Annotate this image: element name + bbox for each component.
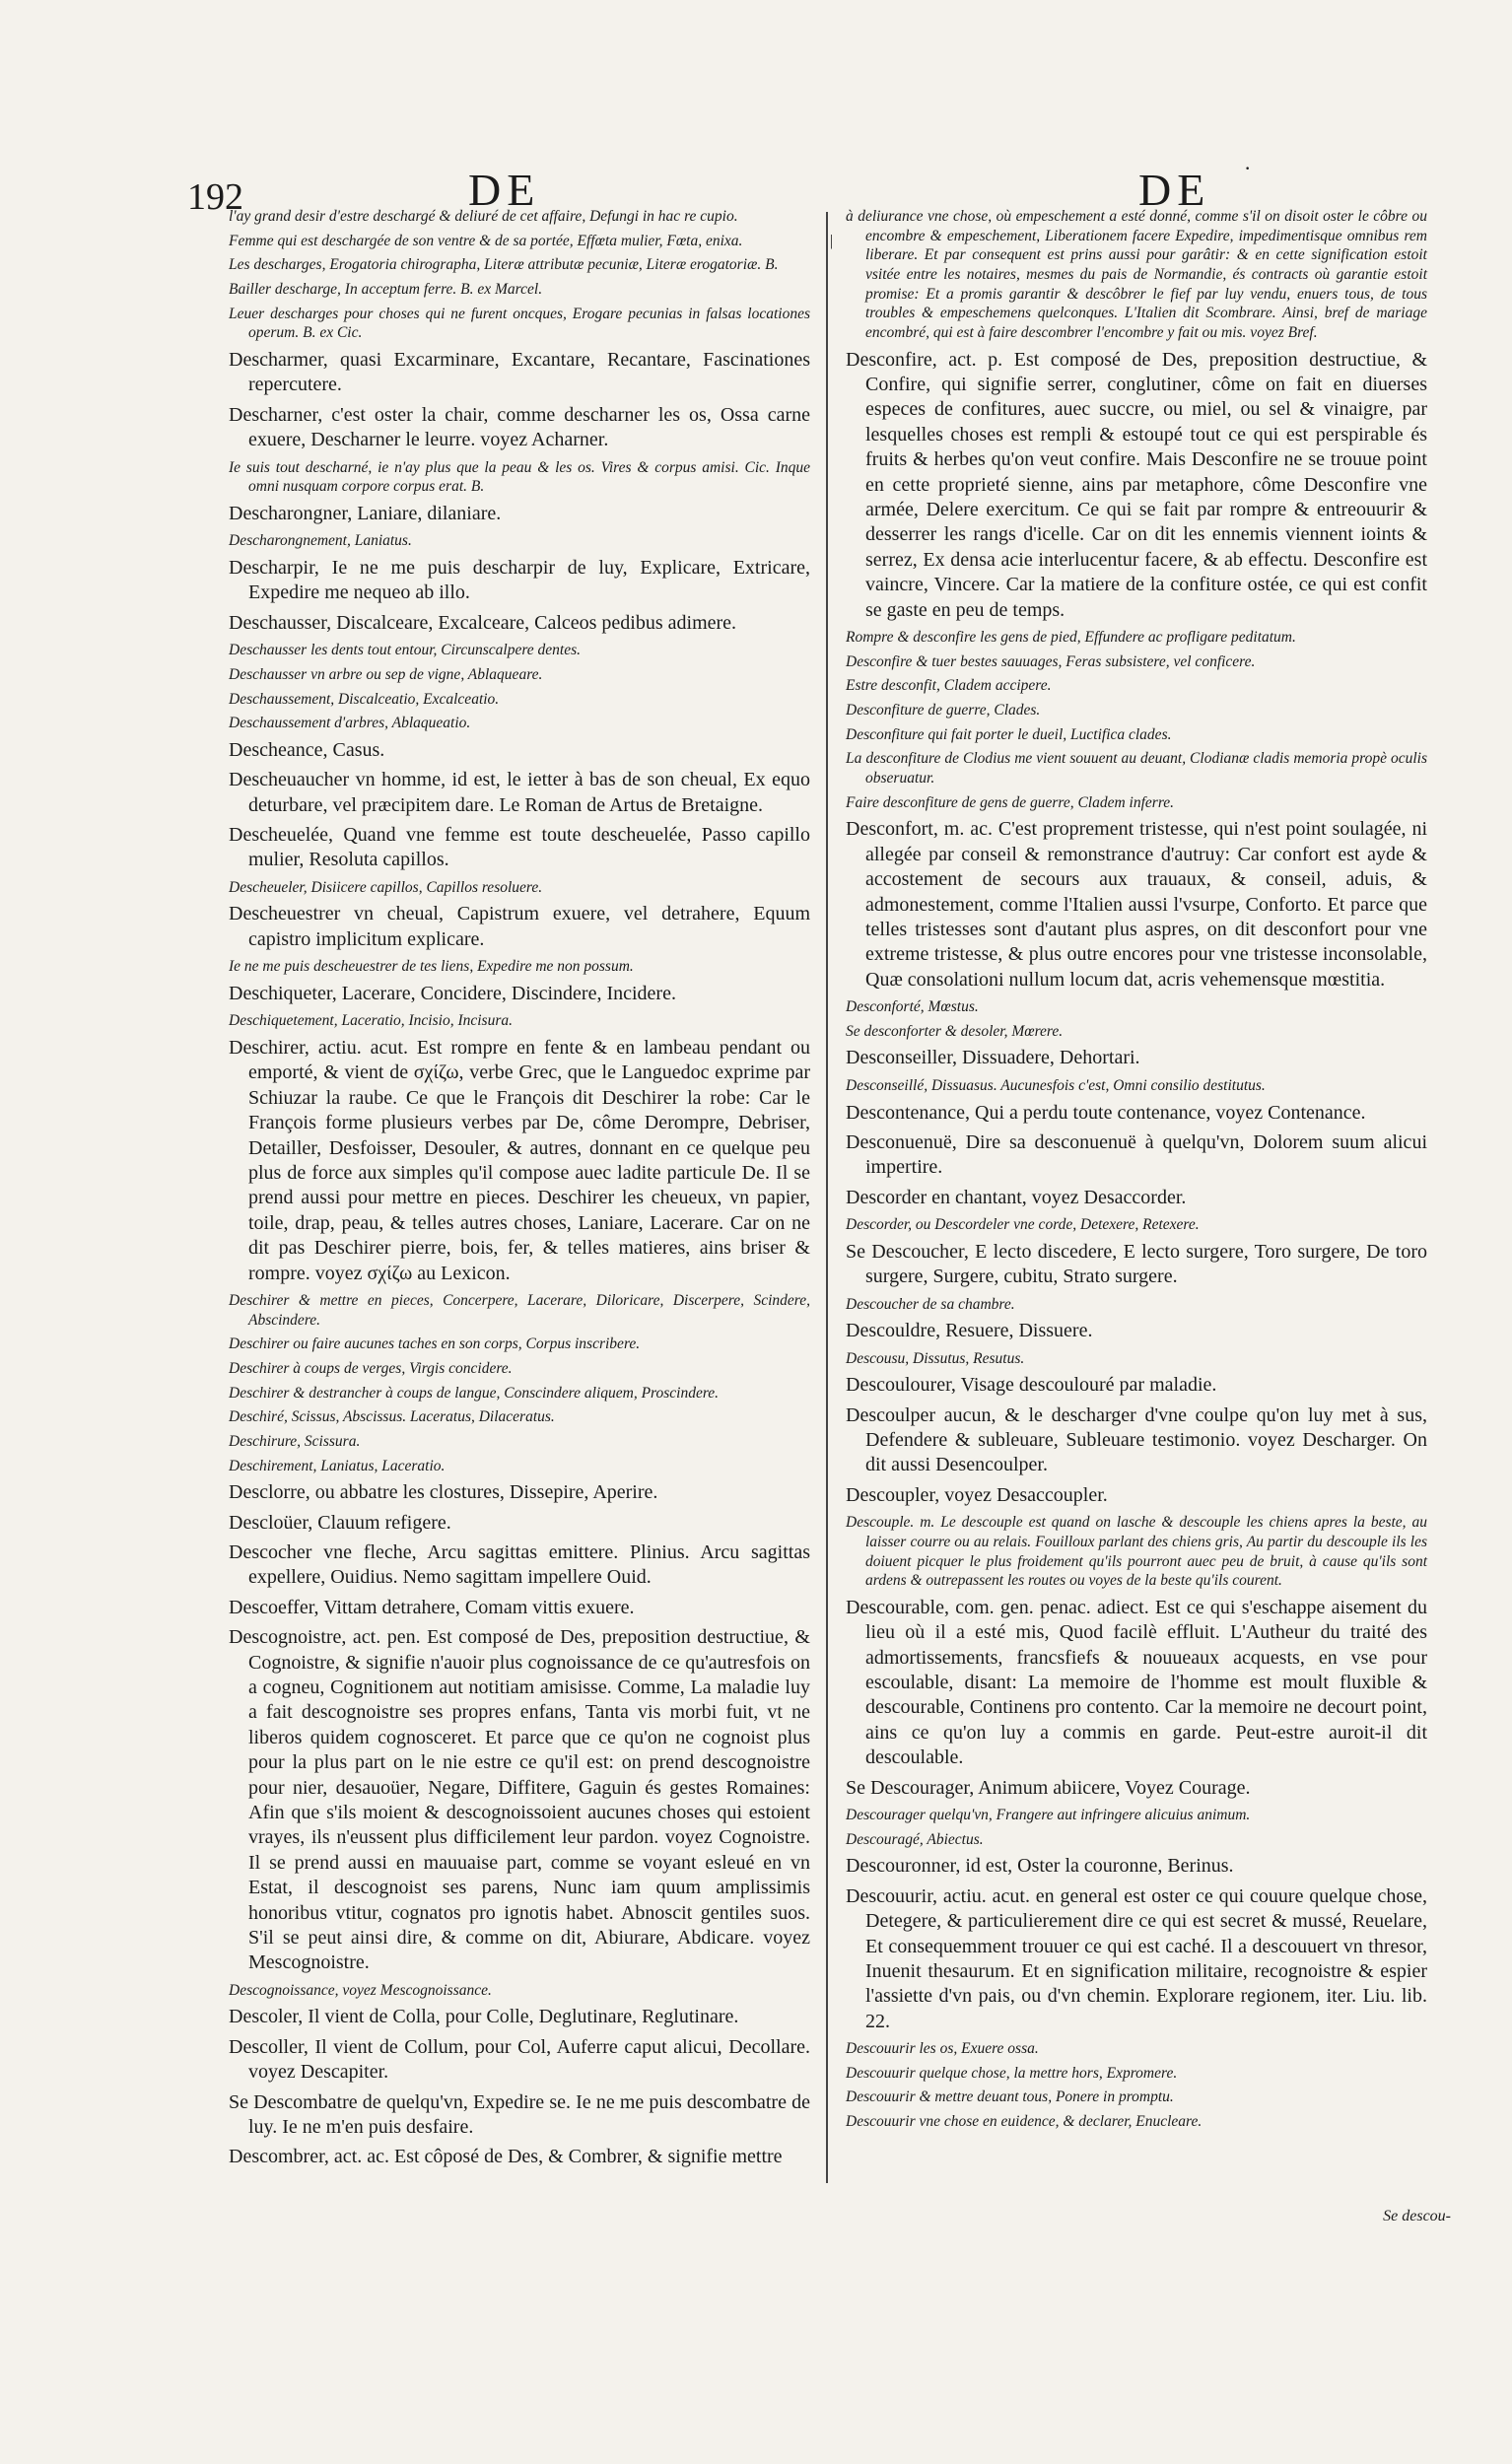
dictionary-entry: Descharpir, Ie ne me puis descharpir de luy, Explicare, Extricare, Expedire me nequeo ab illo. [229, 557, 810, 604]
dictionary-entry: Desconfire & tuer bestes sauuages, Feras subsistere, vel conficere. [846, 652, 1256, 670]
page-number: 192 [187, 176, 243, 218]
margin-mark: | [830, 233, 834, 249]
dictionary-entry: Descharmer, quasi Excarminare, Excantare, Recantare, Fascinationes repercutere. [229, 349, 810, 396]
dictionary-entry: Descousu, Dissutus, Resutus. [846, 1349, 1025, 1367]
dictionary-entry: Rompre & desconfire les gens de pied, Effundere ac profligare peditatum. [846, 629, 1296, 646]
dictionary-entry: Se Descourager, Animum abiicere, Voyez Courage. [846, 1776, 1251, 1799]
dictionary-entry: Descheuaucher vn homme, id est, le ietter à bas de son cheual, Ex equo deturbare, vel præcipitem dare. Le Roman de Artus de Bretaigne. [229, 769, 810, 816]
dictionary-entry: Descocher vne fleche, Arcu sagittas emittere. Plinius. Arcu sagittas expellere, Ouidius. Nemo sagittam impellere Ouid. [229, 1541, 810, 1589]
dictionary-entry: Descloüer, Clauum refigere. [229, 1511, 451, 1534]
dictionary-entry: Deschirer, actiu. acut. Est rompre en fente & en lambeau pendant ou emporté, & vient de σχίζω, verbe Grec, que le Languedoc exprime par Schiuzar la raube. Ce que le François dit Deschirer la robe: Car le François forme plusieurs verbes par De, côme Derompre, Debriser, Detailler, Desfoisser, Desouler, & autres, donnant en ce quelque peu plus de force aux simples qu'il compose auec ladite particule De. Il se prend aussi pour mettre en pieces. Deschirer les cheueux, vn papier, toile, drap, peau, & telles autres choses, Laniare, Lacerare. Car on ne dit pas Deschirer pierre, bois, fer, & telles matieres, ains briser & rompre. voyez σχίζω au Lexicon. [229, 1037, 810, 1284]
dictionary-entry: Descourable, com. gen. penac. adiect. Est ce qui s'eschappe aisement du lieu où il a esté mis, Quod facilè effluit. L'Autheur du traité des admortissements, francsfiefs & nouueaux acquests, en vse pour escoulable, disant: La memoire de l'homme est moult fluxible & descourable, Continens pro contento. Car la memoire ne decourt point, ains ce qu'on luy a commis en garde. Peut-estre auroit-il dit descoulable. [846, 1596, 1427, 1769]
dictionary-entry: Deschaussement, Discalceatio, Excalceatio. [229, 690, 500, 708]
dictionary-entry: Descharongner, Laniare, dilaniare. [229, 502, 502, 524]
dictionary-entry: Descouldre, Resuere, Dissuere. [846, 1320, 1093, 1342]
dictionary-entry: Descheuelée, Quand vne femme est toute descheuelée, Passo capillo mulier, Resoluta capillos. [229, 824, 810, 871]
left-column [229, 207, 810, 2175]
dictionary-entry: Deschiquetement, Laceratio, Incisio, Incisura. [229, 1012, 513, 1030]
right-column [846, 207, 1427, 2137]
dictionary-entry: Descouurir quelque chose, la mettre hors, Expromere. [846, 2064, 1178, 2082]
dictionary-entry: Se desconforter & desoler, Mœrere. [846, 1022, 1064, 1040]
dictionary-entry: Leuer descharges pour choses qui ne furent oncques, Erogare pecunias in falsas locationes operum. B. ex Cic. [229, 305, 810, 342]
dictionary-entry: Descouurir vne chose en euidence, & declarer, Enucleare. [846, 2113, 1203, 2131]
dictionary-entry: Descouple. m. Le descouple est quand on lasche & descouple les chiens apres la beste, au laisser courre ou au relais. Fouilloux parlant des chiens gris, Au partir du descouple ils les doiuent picquer le plus froidement qu'ils pourront auec peu de bruit, à cause qu'ils sont ardens & outrepassent les routes ou voyes de la beste qu'ils courent. [846, 1514, 1427, 1590]
dictionary-entry: Desconseillé, Dissuasus. Aucunesfois c'est, Omni consilio destitutus. [846, 1076, 1266, 1094]
dictionary-entry: Descoucher de sa chambre. [846, 1295, 1015, 1313]
dictionary-entry: Ie ne me puis descheuestrer de tes liens, Expedire me non possum. [229, 958, 634, 976]
dictionary-entry: Descharongnement, Laniatus. [229, 532, 412, 550]
dictionary-entry: Descoupler, voyez Desaccoupler. [846, 1483, 1108, 1506]
dictionary-entry: Descorder, ou Descordeler vne corde, Detexere, Retexere. [846, 1216, 1200, 1234]
dictionary-entry: Descharner, c'est oster la chair, comme descharner les os, Ossa carne exuere, Descharner le leurre. voyez Acharner. [229, 403, 810, 451]
dictionary-entry: Deschirer & destrancher à coups de langue, Conscindere aliquem, Proscindere. [229, 1384, 720, 1402]
dictionary-entry: Descoller, Il vient de Collum, pour Col, Auferre caput alicui, Decollare. voyez Descapiter. [229, 2035, 810, 2084]
dictionary-entry: Faire desconfiture de gens de guerre, Cladem inferre. [846, 793, 1175, 811]
dictionary-entry: l'ay grand desir d'estre deschargé & deliuré de cet affaire, Defungi in hac re cupio. [229, 208, 738, 225]
column-divider [826, 212, 828, 2183]
dictionary-entry: Descouronner, id est, Oster la couronne, Berinus. [846, 1855, 1234, 1878]
dictionary-entry: Deschiré, Scissus, Abscissus. Laceratus, Dilaceratus. [229, 1408, 555, 1426]
dictionary-entry: à deliurance vne chose, où empeschement a esté donné, comme s'il on disoit oster le côbre ou encombre & empeschement, Liberationem facere Expedire, impedimentisque omnibus rem liberare. Et par consequent est prins aussi pour garâtir: & en cette signification estoit vsitée entre les notaires, mesmes du pais de Normandie, és contracts où garantie estoit promise: Et a promis garantir & descôbrer le fief par luy vendu, enuers tous, de tous troubles & empeschemens quelconques. L'Italien dit Scombrare. Ainsi, bref de mariage encombré, qui est à faire descombrer l'encombre y fait ou mis. voyez Bref. [846, 208, 1427, 342]
dictionary-entry: Desconuenuë, Dire sa desconuenuë à quelqu'vn, Dolorem suum alicui impertire. [846, 1130, 1427, 1179]
dictionary-entry: Bailler descharge, In acceptum ferre. B. ex Marcel. [229, 281, 543, 299]
dictionary-entry: Descouurir les os, Exuere ossa. [846, 2040, 1039, 2058]
dictionary-entry: Deschausser les dents tout entour, Circunscalpere dentes. [229, 642, 582, 659]
dictionary-entry: Descontenance, Qui a perdu toute contenance, voyez Contenance. [846, 1101, 1366, 1124]
dictionary-entry: Descoler, Il vient de Colla, pour Colle, Deglutinare, Reglutinare. [229, 2006, 739, 2028]
dictionary-entry: Estre desconfit, Cladem accipere. [846, 677, 1052, 695]
dictionary-entry: Desconfiture de guerre, Clades. [846, 702, 1041, 719]
dictionary-entry: Les descharges, Erogatoria chirographa, Literæ attributæ pecuniæ, Literæ erogatoriæ. B. [229, 256, 779, 274]
dictionary-entry: Desclorre, ou abbatre les clostures, Dissepire, Aperire. [229, 1481, 658, 1504]
dictionary-entry: Se Descoucher, E lecto discedere, E lecto surgere, Toro surgere, De toro surgere, Surgere, cubitu, Strato surgere. [846, 1240, 1427, 1288]
catchword: Se descou- [1383, 2208, 1451, 2224]
dictionary-entry: Deschausser, Discalceare, Excalceare, Calceos pedibus adimere. [229, 611, 737, 634]
dictionary-entry: Femme qui est deschargée de son ventre & de sa portée, Effœta mulier, Fœta, enixa. [229, 232, 743, 249]
dictionary-entry: Descognoistre, act. pen. Est composé de Des, preposition destructiue, & Cognoistre, & signifie n'auoir plus cognoissance de ce qu'autresfois on a cogneu, Cognitionem aut notitiam amisisse. Comme, La maladie luy a fait descognoistre ses propres enfans, Tanta vis morbi fuit, vt ne liberos quidem cognosceret. Et parce que ce qu'on ne cognoist plus pour la plus part on le nie estre ce qu'il est: on prend descognoistre pour nier, desauoüer, Negare, Diffitere, Gaguin és gestes Romaines: Afin que s'ils moient & descognoissoient aucunes choses qui estoient vrayes, ils n'eussent plus difficilement leur pardon. voyez Cognoistre. Il se prend aussi en mauuaise part, comme se voyant esleué en vn Estat, il descognoist ses parens, Nunc iam quum amplissimis honoribus vtitur, cognatos pro ignotis habet. Abnoscit gentiles suos. S'il se peut ainsi dire, & comme on dit, Abiurare, Abdicare. voyez Mescognoistre. [229, 1626, 810, 1974]
dictionary-entry: Descombrer, act. ac. Est côposé de Des, & Combrer, & signifie mettre [229, 2146, 783, 2168]
dictionary-entry: Descoulourer, Visage descoulouré par maladie. [846, 1374, 1217, 1397]
dictionary-entry: Descouurir & mettre deuant tous, Ponere in promptu. [846, 2088, 1174, 2106]
dictionary-entry: Se Descombatre de quelqu'vn, Expedire se. Ie ne me puis descombatre de luy. Ie ne m'en puis desfaire. [229, 2090, 810, 2138]
dictionary-entry: Desconfiture qui fait porter le dueil, Luctifica clades. [846, 725, 1172, 743]
dictionary-entry: Descheuestrer vn cheual, Capistrum exuere, vel detrahere, Equum capistro implicitum explicare. [229, 903, 810, 950]
dictionary-entry: Desconseiller, Dissuadere, Dehortari. [846, 1047, 1140, 1069]
dictionary-entry: Desconfort, m. ac. C'est proprement tristesse, qui n'est point soulagée, ni allegée par conseil & remonstrance d'autruy: Car confort est ayde & accostement de secours aux trauaux, & conseil, aduis, & admonestement, comme l'Italien aussi l'vsurpe, Conforto. Et parce que telles tristesses sont d'autant plus aspres, on dit desconfort pour vne extreme tristesse, & plus outre encores pour vne tristesse inconsolable, Quæ consolationi nullum locum dat, acris vehemensque mœstitia. [846, 818, 1427, 991]
dictionary-entry: Deschirer à coups de verges, Virgis concidere. [229, 1359, 513, 1377]
dictionary-entry: Descognoissance, voyez Mescognoissance. [229, 1981, 492, 1999]
dictionary-entry: Descheance, Casus. [229, 738, 385, 761]
dictionary-entry: Desconforté, Mœstus. [846, 998, 979, 1016]
dictionary-entry: Desconfire, act. p. Est composé de Des, preposition destructiue, & Confire, qui signifie serrer, conglutiner, côme on fait en diuerses especes de confitures, auec succre, ou miel, ou sel & vinaigre, par lesquelles choses est rempli & estoupé tout ce qui est perspirable és fruits & herbes qu'on veut confire. Mais Desconfire ne se trouue point en cette proprieté sienne, ains par metaphore, côme Desconfire vne armée, Delere exercitum. Ce qui se fait par rompre & entreouurir & desserrer les rangs d'icelle. Car on dit les ennemis viennent ioints & serrez, Ex densa acie interlucentur facere, & ab effectu. Desconfire est vaincre, Vincere. Car la matiere de la confiture ostée, ce qui est confit se gaste en peu de temps. [846, 348, 1427, 621]
dictionary-entry: Deschirer & mettre en pieces, Concerpere, Lacerare, Diloricare, Discerpere, Scindere, Abscindere. [229, 1291, 810, 1329]
running-head-left: DE [468, 165, 541, 215]
dictionary-entry: Descourager quelqu'vn, Frangere aut infringere alicuius animum. [846, 1807, 1251, 1824]
dictionary-entry: Deschiqueter, Lacerare, Concidere, Discindere, Incidere. [229, 982, 676, 1004]
running-head-right: DE [1138, 165, 1211, 215]
dictionary-entry: Descouurir, actiu. acut. en general est oster ce qui couure quelque chose, Detegere, & particulierement dire ce qui est secret & mussé, Reuelare, Et consequemment trouuer ce qui est caché. Il a descouuert vn thresor, Inuenit thesaurum. Et en signification militaire, recognoistre & espier l'assiette d'vn pais, ou d'vn chemin. Explorare regionem, iter. Liu. lib. 22. [846, 1884, 1427, 2032]
dictionary-entry: Deschirure, Scissura. [229, 1432, 361, 1450]
dictionary-entry: Ie suis tout descharné, ie n'ay plus que la peau & les os. Vires & corpus amisi. Cic. Inque omni nusquam corpore corpus erat. B. [229, 458, 810, 496]
dictionary-entry: Descoulper aucun, & le descharger d'vne coulpe qu'on luy met à sus, Defendere & subleuare, Subleuare testimonio. voyez Descharger. On dit aussi Desencoulper. [846, 1403, 1427, 1476]
dictionary-entry: La desconfiture de Clodius me vient souuent au deuant, Clodianæ cladis memoria propè oculis obseruatur. [846, 750, 1427, 787]
dictionary-entry: Deschaussement d'arbres, Ablaqueatio. [229, 715, 471, 732]
dictionary-entry: Deschausser vn arbre ou sep de vigne, Ablaqueare. [229, 665, 543, 683]
dictionary-entry: Deschirer ou faire aucunes taches en son corps, Corpus inscribere. [229, 1335, 641, 1353]
dictionary-entry: Descouragé, Abiectus. [846, 1830, 984, 1848]
dictionary-entry: Descoeffer, Vittam detrahere, Comam vittis exuere. [229, 1596, 635, 1618]
dictionary-entry: Descorder en chantant, voyez Desaccorder. [846, 1186, 1187, 1208]
dictionary-entry: Deschirement, Laniatus, Laceratio. [229, 1457, 446, 1474]
ornament-mark: · [1244, 156, 1252, 180]
dictionary-entry: Descheueler, Disiicere capillos, Capillos resoluere. [229, 878, 543, 896]
